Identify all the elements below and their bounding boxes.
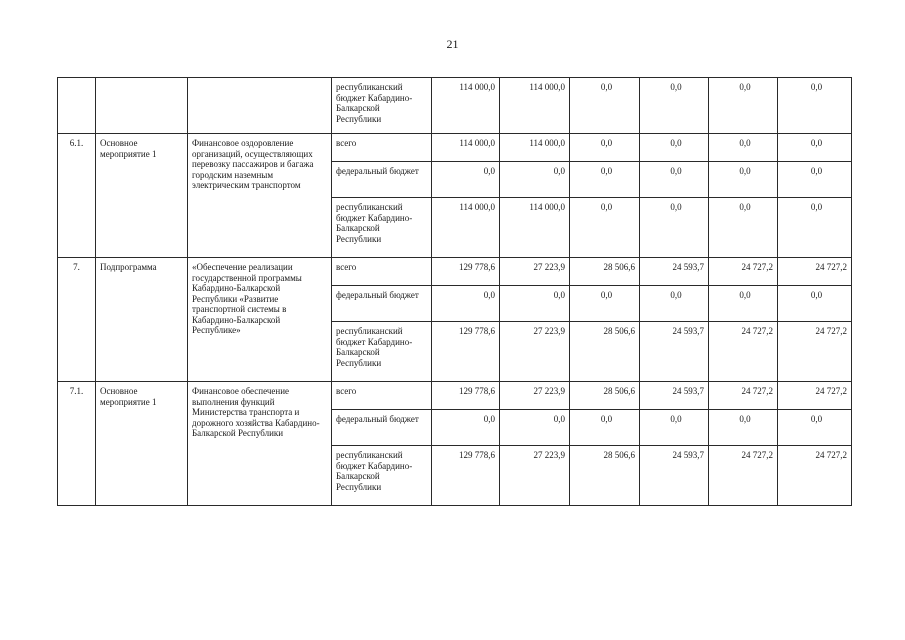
value-cell-year-5: 0,0 [709, 162, 778, 198]
value-cell-year-6: 24 727,2 [778, 382, 852, 410]
value-cell-year-5: 0,0 [709, 78, 778, 134]
row-type: Основное мероприятие 1 [96, 134, 188, 258]
value-cell-year-1: 114 000,0 [432, 198, 500, 258]
value-cell-year-6: 0,0 [778, 78, 852, 134]
value-cell-year-4: 0,0 [640, 78, 709, 134]
value-cell-year-3: 0,0 [570, 286, 640, 322]
value-cell-year-1: 129 778,6 [432, 258, 500, 286]
value-cell-year-4: 24 593,7 [640, 258, 709, 286]
value-cell-year-2: 114 000,0 [500, 198, 570, 258]
row-number: 7. [58, 258, 96, 382]
value-cell-year-1: 0,0 [432, 162, 500, 198]
table-row [58, 78, 852, 134]
value-cell-year-1: 129 778,6 [432, 382, 500, 410]
table-row [58, 382, 852, 410]
row-name: Финансовое оздоровление организаций, осуществляющих перевозку пассажиров и багажа городским наземным электрическим транспортом [188, 134, 332, 258]
value-cell-year-5: 24 727,2 [709, 322, 778, 382]
value-cell-year-1: 129 778,6 [432, 322, 500, 382]
value-cell-year-5: 0,0 [709, 410, 778, 446]
funding-source: всего [332, 258, 432, 286]
value-cell-year-5: 0,0 [709, 134, 778, 162]
value-cell-year-2: 27 223,9 [500, 258, 570, 286]
row-name: Финансовое обеспечение выполнения функций Министерства транспорта и дорожного хозяйства Кабардино-Балкарской Республики [188, 382, 332, 506]
value-cell-year-3: 28 506,6 [570, 446, 640, 506]
row-name [188, 78, 332, 134]
value-cell-year-1: 0,0 [432, 286, 500, 322]
funding-source: всего [332, 134, 432, 162]
value-cell-year-2: 114 000,0 [500, 78, 570, 134]
value-cell-year-2: 27 223,9 [500, 446, 570, 506]
value-cell-year-3: 0,0 [570, 198, 640, 258]
funding-source: всего [332, 382, 432, 410]
value-cell-year-4: 24 593,7 [640, 446, 709, 506]
row-number [58, 78, 96, 134]
value-cell-year-3: 0,0 [570, 410, 640, 446]
row-type: Основное мероприятие 1 [96, 382, 188, 506]
value-cell-year-4: 0,0 [640, 198, 709, 258]
row-type: Подпрограмма [96, 258, 188, 382]
value-cell-year-4: 24 593,7 [640, 382, 709, 410]
table-row [58, 134, 852, 162]
value-cell-year-6: 0,0 [778, 286, 852, 322]
value-cell-year-6: 24 727,2 [778, 258, 852, 286]
value-cell-year-5: 24 727,2 [709, 258, 778, 286]
value-cell-year-6: 24 727,2 [778, 322, 852, 382]
value-cell-year-4: 24 593,7 [640, 322, 709, 382]
funding-source: республиканский бюджет Кабардино-Балкарской Республики [332, 198, 432, 258]
value-cell-year-5: 24 727,2 [709, 446, 778, 506]
value-cell-year-1: 114 000,0 [432, 134, 500, 162]
value-cell-year-4: 0,0 [640, 286, 709, 322]
value-cell-year-3: 28 506,6 [570, 258, 640, 286]
row-type [96, 78, 188, 134]
value-cell-year-4: 0,0 [640, 134, 709, 162]
value-cell-year-3: 28 506,6 [570, 382, 640, 410]
funding-source: республиканский бюджет Кабардино-Балкарской Республики [332, 78, 432, 134]
value-cell-year-6: 0,0 [778, 162, 852, 198]
value-cell-year-4: 0,0 [640, 410, 709, 446]
funding-source: республиканский бюджет Кабардино-Балкарской Республики [332, 446, 432, 506]
page-number: 21 [446, 37, 459, 51]
row-number: 7.1. [58, 382, 96, 506]
table-row [58, 258, 852, 286]
value-cell-year-2: 0,0 [500, 162, 570, 198]
value-cell-year-6: 0,0 [778, 410, 852, 446]
value-cell-year-6: 0,0 [778, 198, 852, 258]
value-cell-year-5: 0,0 [709, 286, 778, 322]
value-cell-year-4: 0,0 [640, 162, 709, 198]
value-cell-year-2: 27 223,9 [500, 382, 570, 410]
value-cell-year-1: 114 000,0 [432, 78, 500, 134]
funding-source: федеральный бюджет [332, 410, 432, 446]
value-cell-year-3: 28 506,6 [570, 322, 640, 382]
value-cell-year-1: 129 778,6 [432, 446, 500, 506]
value-cell-year-6: 0,0 [778, 134, 852, 162]
table-body [58, 78, 852, 506]
funding-source: республиканский бюджет Кабардино-Балкарской Республики [332, 322, 432, 382]
value-cell-year-3: 0,0 [570, 78, 640, 134]
value-cell-year-2: 27 223,9 [500, 322, 570, 382]
value-cell-year-6: 24 727,2 [778, 446, 852, 506]
budget-table [57, 77, 852, 506]
value-cell-year-5: 24 727,2 [709, 382, 778, 410]
value-cell-year-1: 0,0 [432, 410, 500, 446]
row-number: 6.1. [58, 134, 96, 258]
funding-source: федеральный бюджет [332, 162, 432, 198]
value-cell-year-2: 0,0 [500, 410, 570, 446]
row-name: «Обеспечение реализации государственной программы Кабардино-Балкарской Республики «Развитие транспортной системы в Кабардино-Балкарской Республике» [188, 258, 332, 382]
value-cell-year-5: 0,0 [709, 198, 778, 258]
value-cell-year-2: 114 000,0 [500, 134, 570, 162]
value-cell-year-3: 0,0 [570, 134, 640, 162]
value-cell-year-2: 0,0 [500, 286, 570, 322]
funding-source: федеральный бюджет [332, 286, 432, 322]
value-cell-year-3: 0,0 [570, 162, 640, 198]
